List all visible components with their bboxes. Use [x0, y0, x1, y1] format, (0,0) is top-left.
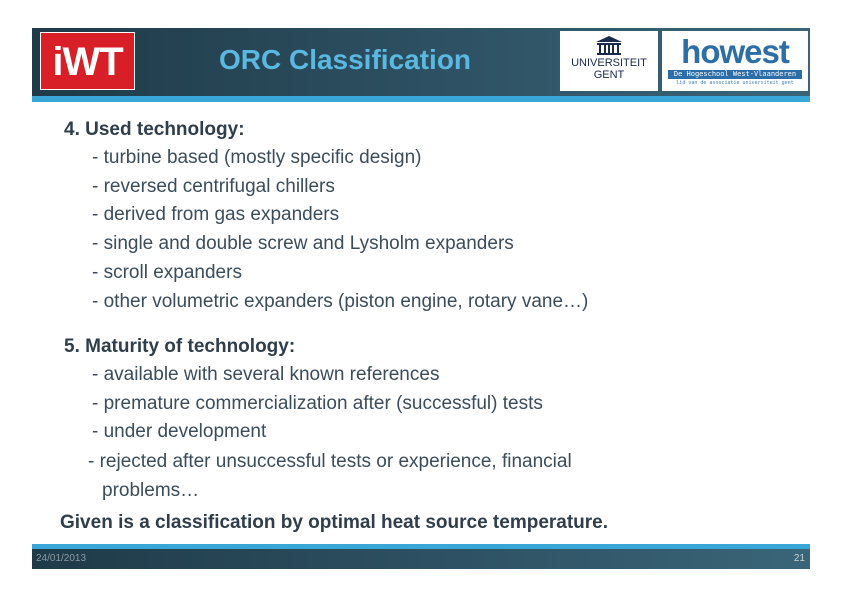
list-item: - derived from gas expanders: [92, 204, 340, 225]
ugent-logo-line2: GENT: [593, 69, 625, 81]
iwt-logo: iWT: [40, 32, 135, 90]
list-item: - turbine based (mostly specific design): [92, 147, 422, 168]
slide-title: ORC Classification: [218, 44, 472, 75]
list-item: - scroll expanders: [92, 262, 242, 283]
howest-logo-tagline: lid van de associatie universiteit gent: [676, 80, 794, 86]
howest-logo-subtitle: De Hogeschool West-Vlaanderen: [668, 70, 802, 79]
section-heading-used-technology: 4. Used technology:: [64, 119, 245, 140]
list-item: - available with several known references: [92, 364, 440, 385]
list-item: - single and double screw and Lysholm expanders: [92, 233, 514, 254]
list-item-continuation: problems…: [102, 480, 200, 501]
footer-bar: [32, 549, 810, 569]
list-item: - under development: [92, 421, 267, 442]
list-item: - reversed centrifugal chillers: [92, 176, 335, 197]
howest-logo-word: howest: [681, 33, 789, 70]
ugent-logo-line1: UNIVERSITEIT: [571, 57, 647, 69]
list-item: - rejected after unsuccessful tests or experience, financial: [88, 451, 572, 472]
list-item: - premature commercialization after (successful) tests: [92, 393, 543, 414]
footer-date: 24/01/2013: [36, 553, 87, 564]
page-number: 21: [793, 553, 805, 564]
list-item: - other volumetric expanders (piston engine, rotary vane…): [92, 291, 589, 312]
closing-statement: Given is a classification by optimal heat source temperature.: [60, 512, 609, 533]
section-heading-maturity: 5. Maturity of technology:: [64, 336, 296, 357]
